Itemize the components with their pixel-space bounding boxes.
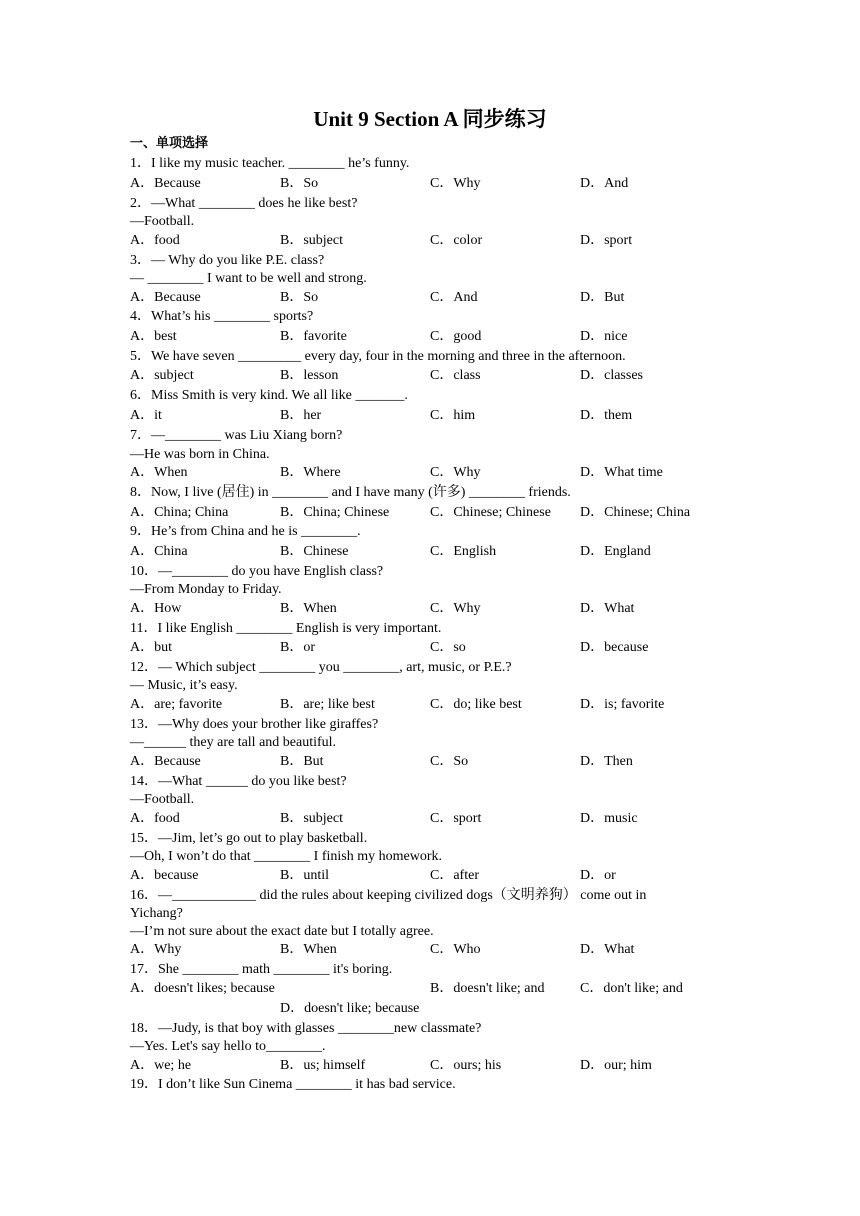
- option-d: D．music: [580, 811, 638, 826]
- question-10-reply: —From Monday to Friday.: [130, 582, 282, 597]
- options-18: [130, 1057, 730, 1075]
- options-3: [130, 289, 730, 307]
- option-a: A．it: [130, 408, 162, 423]
- options-1: [130, 175, 730, 193]
- question-2: 2．—What ________ does he like best?: [130, 196, 358, 211]
- option-b: B．So: [280, 290, 319, 305]
- options-10: [130, 600, 730, 618]
- option-b: B．us; himself: [280, 1058, 366, 1073]
- option-b: B．until: [280, 868, 330, 883]
- option-d: D．What time: [580, 465, 663, 480]
- question-17: 17．She ________ math ________ it's boring.: [130, 962, 393, 977]
- question-1: 1．I like my music teacher. ________ he’s funny.: [130, 156, 410, 171]
- option-a: A．Why: [130, 942, 182, 957]
- question-10: 10．—________ do you have English class?: [130, 564, 384, 579]
- option-c: C．Why: [430, 601, 481, 616]
- option-d: D．them: [580, 408, 633, 423]
- option-c: C．color: [430, 233, 483, 248]
- option-c: C．And: [430, 290, 478, 305]
- question-7-reply: —He was born in China.: [130, 447, 270, 462]
- option-c: C．so: [430, 640, 466, 655]
- option-d: D．What: [580, 601, 635, 616]
- question-11: 11．I like English ________ English is very important.: [130, 621, 442, 636]
- options-5: [130, 367, 730, 385]
- question-13: 13．—Why does your brother like giraffes?: [130, 717, 379, 732]
- option-d: D．Chinese; China: [580, 505, 691, 520]
- option-a: A．because: [130, 868, 199, 883]
- option-d: D．Then: [580, 754, 633, 769]
- option-a: A．are; favorite: [130, 697, 223, 712]
- option-c: C．Chinese; Chinese: [430, 505, 551, 520]
- option-b: B．lesson: [280, 368, 339, 383]
- option-a: A．How: [130, 601, 182, 616]
- option-c: C．sport: [430, 811, 482, 826]
- question-7: 7．—________ was Liu Xiang born?: [130, 428, 343, 443]
- question-19: 19．I don’t like Sun Cinema ________ it has bad service.: [130, 1077, 456, 1092]
- question-13-reply: —______ they are tall and beautiful.: [130, 735, 337, 750]
- option-c: C．English: [430, 544, 497, 559]
- options-12: [130, 696, 730, 714]
- option-b: B．favorite: [280, 329, 347, 344]
- question-12-reply: — Music, it’s easy.: [130, 678, 238, 693]
- option-c: C．So: [430, 754, 469, 769]
- option-b: B．But: [280, 754, 324, 769]
- option-a: A．we; he: [130, 1058, 192, 1073]
- question-18: 18．—Judy, is that boy with glasses ________new classmate?: [130, 1021, 482, 1036]
- options-7: [130, 464, 730, 482]
- question-16-cont: Yichang?: [130, 906, 183, 921]
- option-c: C．don't like; and: [580, 981, 683, 996]
- option-b: B．subject: [280, 233, 343, 248]
- option-a: A．but: [130, 640, 172, 655]
- question-18-reply: —Yes. Let's say hello to________.: [130, 1039, 326, 1054]
- option-c: C．Why: [430, 176, 481, 191]
- options-2: [130, 232, 730, 250]
- option-c: C．Who: [430, 942, 481, 957]
- question-15-reply: —Oh, I won’t do that ________ I finish my homework.: [130, 849, 442, 864]
- question-16: 16．—____________ did the rules about keeping civilized dogs（文明养狗） come out in: [130, 888, 647, 903]
- option-b: B．When: [280, 601, 337, 616]
- option-d: D．doesn't like; because: [280, 1001, 420, 1016]
- options-15: [130, 867, 730, 885]
- option-b: B．China; Chinese: [280, 505, 390, 520]
- option-a: A．Because: [130, 176, 201, 191]
- option-a: A．subject: [130, 368, 194, 383]
- page-title: Unit 9 Section A 同步练习: [313, 107, 547, 131]
- question-12: 12．— Which subject ________ you ________, art, music, or P.E.?: [130, 660, 512, 675]
- option-c: C．after: [430, 868, 479, 883]
- option-a: A．Because: [130, 754, 201, 769]
- option-d: D．But: [580, 290, 625, 305]
- option-b: B．Where: [280, 465, 341, 480]
- question-15: 15．—Jim, let’s go out to play basketball.: [130, 831, 368, 846]
- option-b: B．her: [280, 408, 322, 423]
- option-a: A．When: [130, 465, 188, 480]
- options-16: [130, 941, 730, 959]
- option-c: C．ours; his: [430, 1058, 502, 1073]
- question-9: 9．He’s from China and he is ________.: [130, 524, 361, 539]
- options-8: [130, 504, 730, 522]
- option-d: D．because: [580, 640, 649, 655]
- option-c: C．him: [430, 408, 476, 423]
- option-d: D．our; him: [580, 1058, 652, 1073]
- option-d: D．What: [580, 942, 635, 957]
- question-3-reply: — ________ I want to be well and strong.: [130, 271, 367, 286]
- options-11: [130, 639, 730, 657]
- question-14-reply: —Football.: [130, 792, 195, 807]
- question-4: 4．What’s his ________ sports?: [130, 309, 314, 324]
- question-3: 3．— Why do you like P.E. class?: [130, 253, 325, 268]
- option-d: D．nice: [580, 329, 628, 344]
- option-d: D．England: [580, 544, 651, 559]
- option-d: D．sport: [580, 233, 633, 248]
- options-13: [130, 753, 730, 771]
- option-c: C．class: [430, 368, 481, 383]
- question-8: 8．Now, I live (居住) in ________ and I have many (许多) ________ friends.: [130, 485, 571, 500]
- option-b: B．subject: [280, 811, 343, 826]
- option-a: A．food: [130, 233, 180, 248]
- question-16-reply: —I’m not sure about the exact date but I totally agree.: [130, 924, 434, 939]
- option-d: D．or: [580, 868, 616, 883]
- option-b: B．doesn't like; and: [430, 981, 545, 996]
- option-b: B．are; like best: [280, 697, 375, 712]
- question-6: 6．Miss Smith is very kind. We all like _______.: [130, 388, 408, 403]
- option-a: A．China; China: [130, 505, 229, 520]
- option-d: D．classes: [580, 368, 643, 383]
- option-a: A．Because: [130, 290, 201, 305]
- option-a: A．doesn't likes; because: [130, 981, 275, 996]
- option-a: A．food: [130, 811, 180, 826]
- question-14: 14．—What ______ do you like best?: [130, 774, 347, 789]
- option-a: A．best: [130, 329, 177, 344]
- option-b: B．or: [280, 640, 315, 655]
- option-a: A．China: [130, 544, 188, 559]
- question-5: 5．We have seven _________ every day, four in the morning and three in the afternoon.: [130, 349, 626, 364]
- option-b: B．When: [280, 942, 337, 957]
- option-c: C．Why: [430, 465, 481, 480]
- option-c: C．good: [430, 329, 482, 344]
- option-d: D．And: [580, 176, 629, 191]
- option-c: C．do; like best: [430, 697, 522, 712]
- options-9: [130, 543, 730, 561]
- question-2-reply: —Football.: [130, 214, 195, 229]
- options-4: [130, 328, 730, 346]
- option-d: D．is; favorite: [580, 697, 665, 712]
- option-b: B．So: [280, 176, 319, 191]
- options-14: [130, 810, 730, 828]
- option-b: B．Chinese: [280, 544, 349, 559]
- options-6: [130, 407, 730, 425]
- options-17-cont: [130, 1000, 730, 1018]
- section-heading: 一、单项选择: [130, 136, 209, 151]
- options-17: [130, 980, 730, 998]
